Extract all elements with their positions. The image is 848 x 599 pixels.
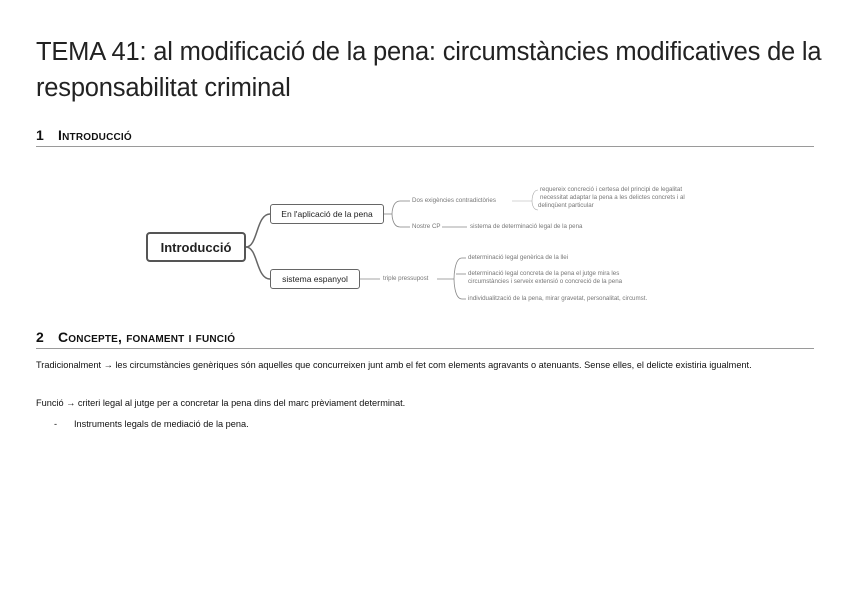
mind-map-note: circumstàncies i serveix extensió o concreció de la pena — [468, 278, 623, 285]
mind-map-note: determinació legal genèrica de la llei — [468, 254, 569, 261]
mind-map-branch-aplicacio: En l'aplicació de la pena — [270, 204, 384, 224]
mind-map-note: necessitat adaptar la pena a les delictes concrets i al — [540, 194, 685, 201]
section-heading-introduccio — [36, 127, 814, 147]
section-title: Introducció — [58, 127, 132, 143]
mind-map-diagram — [140, 180, 700, 310]
section-heading-concepte — [36, 329, 814, 349]
page-title: TEMA 41: al modificació de la pena: circumstàncies modificatives de la responsabilitat criminal — [36, 38, 822, 102]
mind-map-note: requereix concreció i certesa del principi de legalitat — [540, 186, 683, 193]
section-title: Concepte, fonament i funció — [58, 329, 236, 345]
mind-map-note: delinqüent particular — [538, 202, 594, 209]
mind-map-root: Introducció — [146, 232, 246, 262]
mind-map-leaf-triple: triple pressupost — [383, 275, 429, 282]
mind-map-note: sistema de determinació legal de la pena — [470, 223, 583, 230]
section-number: 2 — [36, 329, 44, 345]
paragraph: Tradicionalment → les circumstàncies genèriques són aquelles que concurreixen junt amb el fet com elements agravants o atenuants. Sense elles, el delicte existiria igualment. — [36, 360, 752, 370]
paragraph: Funció → criteri legal al jutge per a concretar la pena dins del marc prèviament determinat. — [36, 398, 406, 408]
mind-map-leaf-nostre-cp: Nostre CP — [412, 223, 441, 230]
list-item: - Instruments legals de mediació de la pena. — [54, 419, 249, 429]
mind-map-leaf-exigencies: Dos exigències contradictòries — [412, 197, 496, 204]
mind-map-branch-sistema: sistema espanyol — [270, 269, 360, 289]
section-number: 1 — [36, 127, 44, 143]
mind-map-note: individualització de la pena, mirar gravetat, personalitat, circumst. — [468, 295, 648, 302]
mind-map-note: determinació legal concreta de la pena el jutge mira les — [468, 270, 620, 277]
list-item-text: Instruments legals de mediació de la pena. — [74, 419, 249, 429]
